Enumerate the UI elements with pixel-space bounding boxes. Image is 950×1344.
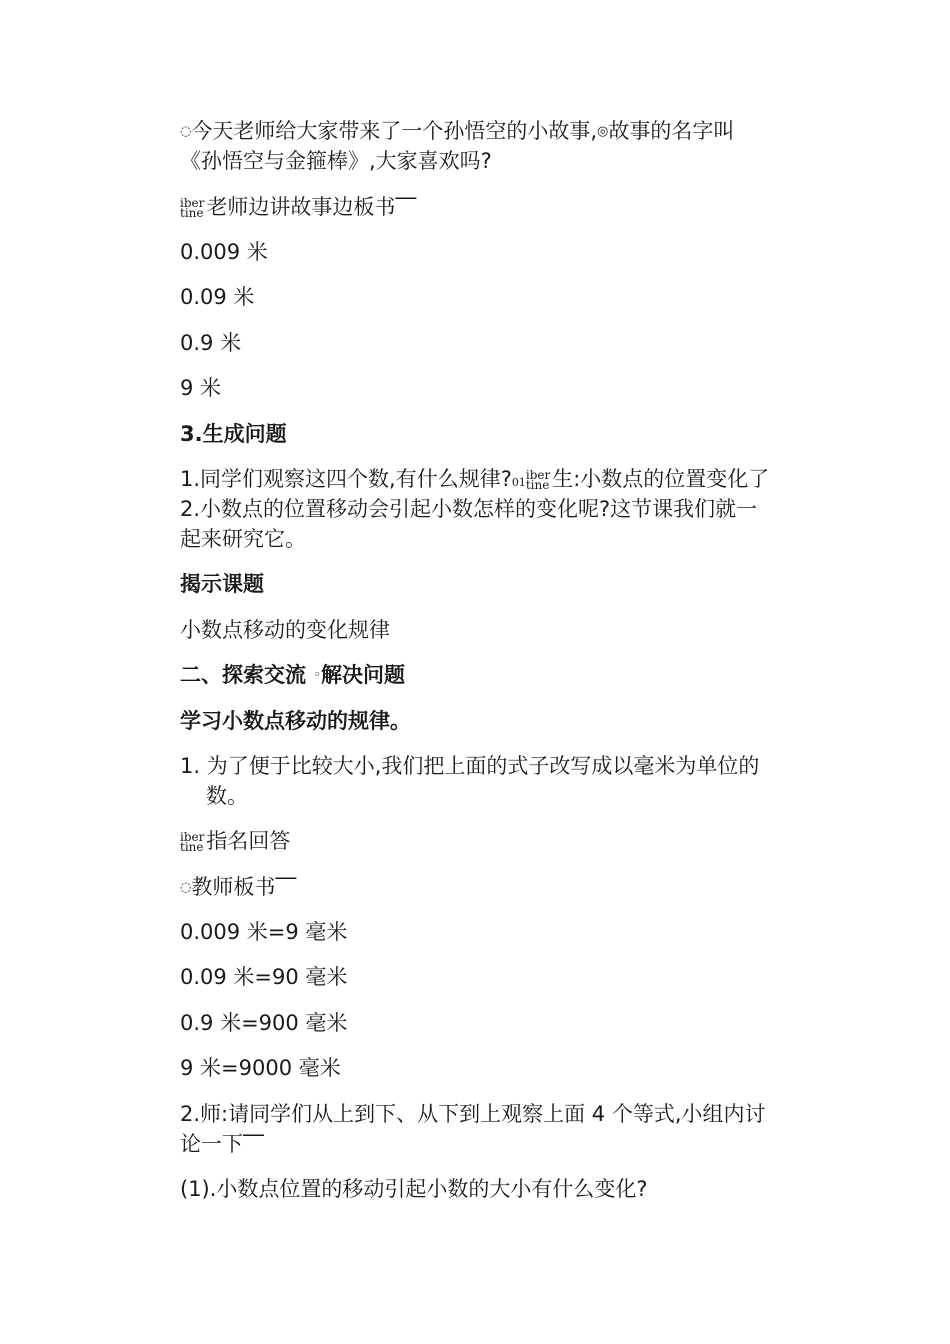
liberation-marker-icon: iber tine bbox=[180, 196, 205, 220]
value-line: 0.9 米 bbox=[180, 331, 242, 355]
paragraph-question-2: 2.小数点的位置移动会引起小数怎样的变化呢?这节课我们就一 bbox=[180, 497, 758, 521]
text: 指名回答 bbox=[206, 829, 291, 853]
paragraph-story-intro bbox=[180, 117, 734, 146]
text: 老师边讲故事边板书 bbox=[206, 195, 396, 219]
liberation-marker-icon: iber tine bbox=[525, 468, 551, 492]
paragraph-teacher-story bbox=[180, 193, 416, 221]
equation-line: 0.9 米=900 毫米 bbox=[180, 1011, 348, 1035]
circle-mark-icon: ◌ bbox=[180, 124, 192, 139]
tail-mark-icon: ⎺ bbox=[395, 195, 417, 219]
list-item-1-cont: 数。 bbox=[206, 784, 248, 808]
equation-line: 0.09 米=90 毫米 bbox=[180, 965, 348, 989]
paragraph-question-1 bbox=[180, 465, 769, 497]
subsection-heading: 学习小数点移动的规律。 bbox=[180, 709, 411, 733]
small-circle-mark-icon: ◦ bbox=[313, 668, 321, 683]
paragraph-answer bbox=[180, 827, 290, 855]
paragraph-question-2-cont: 起来研究它。 bbox=[180, 527, 306, 551]
paragraph-discussion: 2.师:请同学们从上到下、从下到上观察上面 4 个等式,小组内讨 bbox=[180, 1102, 766, 1126]
paragraph-board bbox=[180, 873, 296, 902]
liberation-marker-icon: iber tine bbox=[180, 830, 205, 854]
section-heading: 3.生成问题 bbox=[180, 422, 287, 446]
value-line: 0.09 米 bbox=[180, 285, 255, 309]
tail-mark-icon: ⎺ bbox=[275, 875, 297, 899]
text: 1.同学们观察这四个数,有什么规律? bbox=[180, 467, 512, 491]
paragraph-story-title bbox=[180, 147, 492, 175]
section-heading: 二、探索交流 ◦解决问题 bbox=[180, 663, 405, 687]
text: 《孙悟空与金箍棒》,大家喜欢吗? bbox=[180, 149, 492, 173]
text: 故事的名字叫 bbox=[608, 119, 735, 143]
equation-line: 9 米=9000 毫米 bbox=[180, 1056, 341, 1080]
tail-mark-icon: ⎺ bbox=[243, 1132, 264, 1156]
text: 今天老师给大家带来了一个孙悟空的小故事, bbox=[191, 119, 598, 143]
list-item-1: 1. 为了便于比较大小,我们把上面的式子改写成以毫米为单位的 bbox=[180, 754, 760, 778]
equation-line: 0.009 米=9 毫米 bbox=[180, 920, 348, 944]
value-line: 9 米 bbox=[180, 376, 222, 400]
paragraph-discussion-cont bbox=[180, 1130, 264, 1158]
paragraph-subquestion: (1).小数点位置的移动引起小数的大小有什么变化? bbox=[180, 1177, 648, 1201]
value-line: 0.009 米 bbox=[180, 240, 268, 264]
circle-mark-icon: ◌ bbox=[180, 880, 192, 895]
text: 生:小数点的位置变化了 bbox=[552, 467, 770, 491]
text: 论一下 bbox=[180, 1132, 243, 1156]
double-circle-mark-icon: ◎ bbox=[597, 124, 609, 139]
section-heading: 揭示课题 bbox=[180, 572, 264, 596]
text: 教师板书 bbox=[191, 875, 276, 899]
lesson-title: 小数点移动的变化规律 bbox=[180, 618, 390, 642]
text: 01 bbox=[511, 476, 526, 489]
